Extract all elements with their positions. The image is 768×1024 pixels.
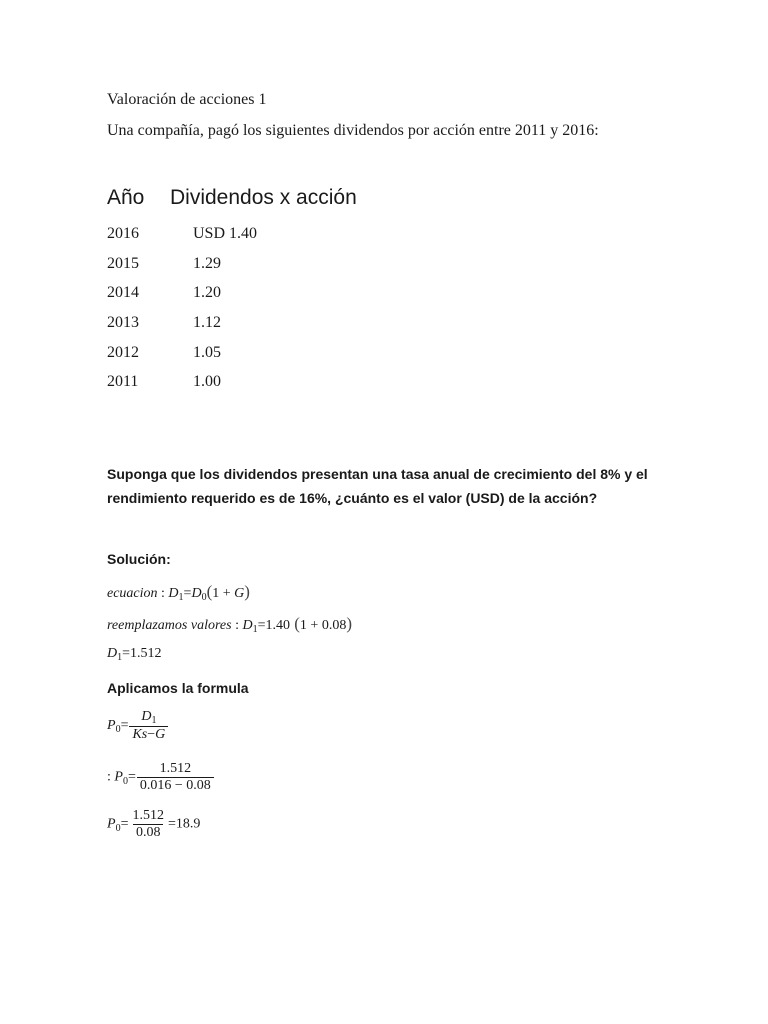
table-row — [107, 373, 407, 395]
eq5-numerator: 1.512 — [159, 761, 192, 776]
row-year: 2014 — [107, 284, 139, 301]
row-year: 2013 — [107, 314, 139, 331]
row-year: 2012 — [107, 344, 139, 361]
table-header-dividend: Dividendos x acción — [170, 186, 357, 209]
row-dividend: 1.29 — [193, 255, 221, 272]
row-year: 2016 — [107, 225, 139, 242]
eq1-prefix: ecuacion — [107, 586, 158, 601]
table-row — [107, 344, 407, 366]
table-row — [107, 225, 407, 247]
formula-label: Aplicamos la formula — [107, 680, 249, 696]
eq6-denominator: 0.08 — [133, 824, 164, 841]
equation-growth-formula: ecuacion : $D_1=D_0(1 + G)$ — [107, 582, 250, 603]
table-row — [107, 255, 407, 277]
eq2-g: 0.08 — [321, 618, 347, 633]
question-text: Suponga que los dividendos presentan una tasa anual de crecimiento del 8% y el rendimiento requerido es de 16%, ¿cuánto es el valor (USD) de la acción? — [107, 466, 648, 506]
document-title: Valoración de acciones 1 — [107, 91, 267, 108]
table-row — [107, 314, 407, 336]
table-header-year: Año — [107, 186, 145, 209]
eq5-denominator: 0.016 − 0.08 — [137, 777, 214, 794]
equation-d1-result: $D_1=1.512$ — [107, 646, 162, 663]
row-dividend: 1.20 — [193, 284, 221, 301]
table-row — [107, 284, 407, 306]
row-year: 2015 — [107, 255, 139, 272]
row-dividend: USD 1.40 — [193, 225, 258, 242]
equation-gordon-substituted: : $P_0=$ $\frac{1.512}{0.016 - 0.08}$ — [107, 761, 215, 794]
row-dividend: 1.12 — [193, 314, 221, 331]
eq6-numerator: 1.512 — [132, 808, 164, 823]
equation-final-result: $P_0=$ $\frac{1.512}{0.08}$ =18.9 — [107, 808, 201, 840]
solution-label: Solución: — [107, 551, 171, 567]
eq6-result: 18.9 — [175, 816, 201, 832]
equation-gordon-model: $P_0=$ $\frac{D_1}{Ks-G}$ — [107, 709, 169, 743]
eq2-d0: 1.40 — [265, 618, 290, 633]
eq2-prefix: reemplazamos valores — [107, 618, 232, 633]
row-year: 2011 — [107, 373, 139, 390]
row-dividend: 1.05 — [193, 344, 221, 361]
row-dividend: 1.00 — [193, 373, 221, 390]
equation-substitution: reemplazamos valores : $D_1=1.40$ (1 + 0.08) — [107, 614, 352, 635]
intro-text: Una compañía, pagó los siguientes dividendos por acción entre 2011 y 2016: — [107, 122, 599, 139]
eq3-value: 1.512 — [130, 646, 162, 661]
